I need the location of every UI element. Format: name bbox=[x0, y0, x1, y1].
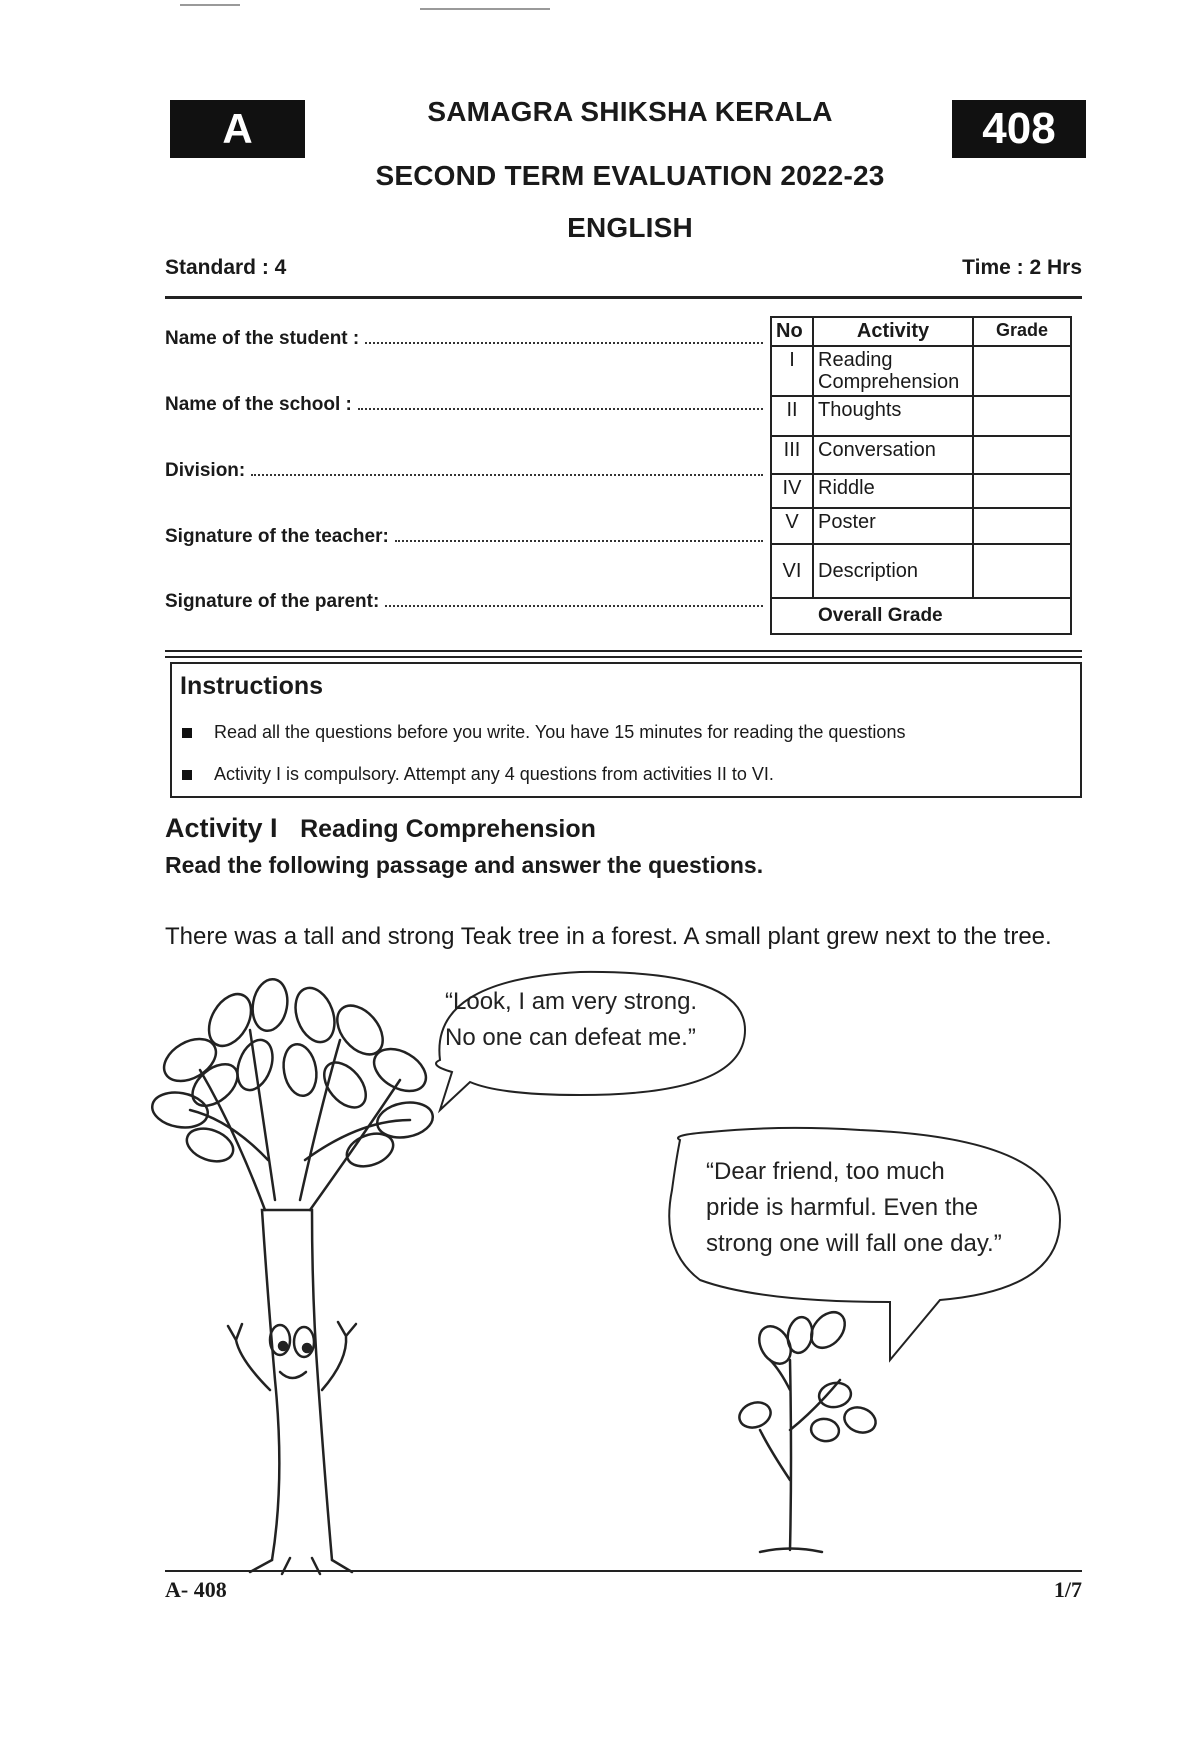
footer-code: A- 408 bbox=[165, 1577, 227, 1602]
col-no: No bbox=[771, 317, 813, 346]
table-row bbox=[771, 346, 1071, 396]
reading-passage: There was a tall and strong Teak tree in a forest. A small plant grew next to the tree. bbox=[165, 923, 1052, 950]
grade-cell[interactable] bbox=[973, 544, 1071, 598]
leaf-cluster bbox=[149, 976, 435, 1172]
paper-code: 408 bbox=[982, 104, 1056, 153]
overall-grade-row bbox=[771, 598, 1071, 634]
row-no: III bbox=[771, 436, 813, 474]
bullet-icon bbox=[182, 728, 192, 738]
school-name-field[interactable] bbox=[165, 394, 763, 416]
table-row bbox=[771, 396, 1071, 436]
table-row bbox=[771, 436, 1071, 474]
section-rule bbox=[165, 650, 1082, 658]
field-label: Signature of the teacher: bbox=[165, 526, 389, 547]
grade-cell[interactable] bbox=[973, 436, 1071, 474]
table-row bbox=[771, 474, 1071, 508]
col-activity: Activity bbox=[813, 317, 973, 346]
parent-signature-field[interactable] bbox=[165, 591, 763, 613]
org-title: SAMAGRA SHIKSHA KERALA bbox=[427, 96, 833, 127]
row-no: I bbox=[771, 346, 813, 396]
field-label: Signature of the parent: bbox=[165, 591, 380, 612]
exam-title: SECOND TERM EVALUATION 2022-23 bbox=[375, 160, 885, 191]
standard-label: Standard : 4 bbox=[165, 256, 287, 279]
footer-rule bbox=[165, 1570, 1082, 1572]
row-activity: Reading Comprehension bbox=[813, 346, 973, 396]
bullet-icon bbox=[182, 770, 192, 780]
set-label-box bbox=[170, 100, 305, 158]
field-label: Division: bbox=[165, 460, 246, 481]
division-field[interactable] bbox=[165, 460, 763, 482]
table-row bbox=[771, 544, 1071, 598]
teacher-signature-field[interactable] bbox=[165, 526, 763, 548]
small-plant-drawing bbox=[736, 1306, 879, 1552]
time-label: Time : 2 Hrs bbox=[962, 256, 1082, 279]
row-no: II bbox=[771, 396, 813, 436]
scan-mark bbox=[180, 4, 240, 6]
grade-table-header bbox=[771, 317, 1071, 346]
paper-code-box bbox=[952, 100, 1086, 158]
instructions-title: Instructions bbox=[180, 672, 324, 700]
row-activity: Poster bbox=[813, 508, 973, 544]
row-no: V bbox=[771, 508, 813, 544]
grade-cell[interactable] bbox=[973, 346, 1071, 396]
tree-speech: “Look, I am very strong. No one can defeat me.” bbox=[445, 988, 698, 1051]
col-grade: Grade bbox=[973, 317, 1071, 346]
row-activity: Thoughts bbox=[813, 396, 973, 436]
grade-table bbox=[770, 316, 1072, 635]
page-number: 1/7 bbox=[1053, 1577, 1082, 1602]
grade-cell[interactable] bbox=[973, 474, 1071, 508]
grade-cell[interactable] bbox=[973, 508, 1071, 544]
row-activity: Description bbox=[813, 544, 973, 598]
grade-cell[interactable] bbox=[973, 396, 1071, 436]
instruction-item: Read all the questions before you write. You have 15 minutes for reading the questions bbox=[172, 722, 905, 743]
activity-heading bbox=[165, 813, 596, 844]
activity-number: Activity I bbox=[165, 813, 278, 843]
plant-speech: “Dear friend, too much pride is harmful. Even the strong one will fall one day.” bbox=[706, 1158, 1002, 1257]
field-label: Name of the student : bbox=[165, 328, 360, 349]
table-row bbox=[771, 508, 1071, 544]
activity-instruction: Read the following passage and answer the questions. bbox=[165, 852, 764, 878]
subject-title: ENGLISH bbox=[567, 212, 693, 243]
scan-mark bbox=[420, 8, 550, 10]
student-name-field[interactable] bbox=[165, 328, 763, 350]
row-no: VI bbox=[771, 544, 813, 598]
activity-name: Reading Comprehension bbox=[300, 815, 596, 843]
row-no: IV bbox=[771, 474, 813, 508]
header-rule bbox=[165, 296, 1082, 299]
instruction-item: Activity I is compulsory. Attempt any 4 questions from activities II to VI. bbox=[172, 764, 774, 785]
teak-tree-drawing bbox=[149, 976, 435, 1574]
set-label: A bbox=[222, 105, 253, 152]
instructions-box bbox=[170, 662, 1082, 798]
row-activity: Riddle bbox=[813, 474, 973, 508]
field-label: Name of the school : bbox=[165, 394, 352, 415]
row-activity: Conversation bbox=[813, 436, 973, 474]
overall-grade-label[interactable]: Overall Grade bbox=[771, 598, 1071, 634]
